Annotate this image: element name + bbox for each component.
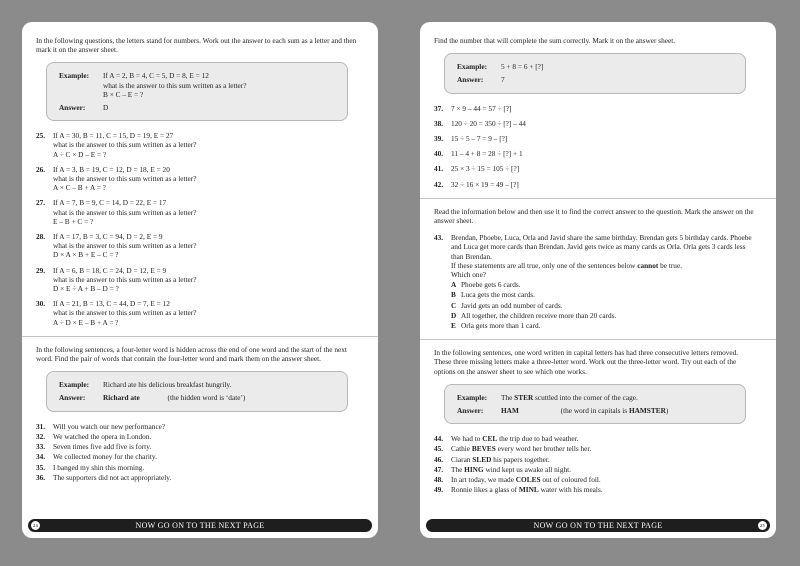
example-label: Example: <box>59 380 89 390</box>
section-instructions: In the following sentences, a four-letter word is hidden across the end of one word and the start of the next word. Find the pair of words that contain the four-letter word and mark them on the answer sheet. <box>36 344 347 364</box>
question-25: 25. If A = 30, B = 11, C = 15, D = 19, E = 27 what is the answer to this sum written as a letter? A ÷ C × D – E = ? <box>36 131 197 159</box>
example-answer: D <box>103 103 109 113</box>
footer-text: NOW GO ON TO THE NEXT PAGE <box>135 521 265 530</box>
question-prompt: If these statements are all true, only one of the sentences below cannot be true. <box>451 260 683 270</box>
question-which: Which one? <box>451 270 487 280</box>
question-47: 47. The HING wind kept us awake all night. <box>434 464 571 474</box>
section-divider <box>420 339 776 340</box>
answer-label: Answer: <box>59 103 86 113</box>
option-d: D All together, the children receive more than 20 cards. <box>451 310 617 320</box>
answer-label: Answer: <box>457 406 484 416</box>
right-page <box>420 22 776 538</box>
question-40: 40. 11 – 4 + 8 = 28 ÷ [?] + 1 <box>434 149 523 159</box>
section-instructions: Find the number that will complete the sum correctly. Mark it on the answer sheet. <box>434 36 676 45</box>
question-36: 36. The supporters did not act appropriately. <box>36 472 172 482</box>
example-label: Example: <box>59 71 89 81</box>
question-28: 28. If A = 17, B = 3, C = 94, D = 2, E = 9 what is the answer to this sum written as a letter? D × A × B + E – C = ? <box>36 232 197 260</box>
section-instructions: In the following questions, the letters stand for numbers. Work out the answer to each sum as a letter and then mark it on the answer sheet. <box>36 36 357 55</box>
question-43: 43. Brendan, Phoebe, Luca, Orla and Javid share the same birthday. Brendan gets 5 birthday cards. Phoebe and Luca get more cards than Brendan. Javid gets twice as many cards as Orla. Orla gets 3 cards less than Brendan. If these statements are all true, only one of the sentences below cannot be true. Which one? A Phoebe gets 6 cards. B Luca gets the most cards. C Javid gets an odd number of cards. D All together, the children receive more than 20 cards. E Orla gets more than 1 card. <box>434 233 756 330</box>
question-33: 33. Seven times five add five is forty. <box>36 442 152 452</box>
example-sentence: The STER scuttled into the corner of the cage. <box>501 392 638 402</box>
section-divider <box>420 198 776 199</box>
page-footer <box>28 519 372 532</box>
option-a: A Phoebe gets 6 cards. <box>451 280 521 290</box>
example-box <box>46 62 348 121</box>
answer-hint: (the hidden word is ‘date’) <box>167 393 246 403</box>
section-divider <box>22 336 378 337</box>
question-30: 30. If A = 21, B = 13, C = 44, D = 7, E = 12 what is the answer to this sum written as a letter? A ÷ D × E – B + A = ? <box>36 299 197 327</box>
example-line: B × C – E = ? <box>103 89 144 99</box>
question-35: 35. I banged my shin this morning. <box>36 462 145 472</box>
page-footer <box>426 519 770 532</box>
question-27: 27. If A = 7, B = 9, C = 14, D = 22, E = 17 what is the answer to this sum written as a letter? E – B + C = ? <box>36 198 197 226</box>
question-34: 34. We collected money for the charity. <box>36 452 157 462</box>
option-e: E Orla gets more than 1 card. <box>451 321 541 331</box>
example-label: Example: <box>457 392 487 402</box>
question-49: 49. Ronnie likes a glass of MINL water with his meals. <box>434 485 603 495</box>
question-26: 26. If A = 3, B = 19, C = 12, D = 18, E = 20 what is the answer to this sum written as a letter? A × C – B + A = ? <box>36 164 197 193</box>
example-label: Example: <box>457 62 487 72</box>
question-37: 37. 7 × 9 – 44 = 57 ÷ [?] <box>434 103 512 113</box>
answer-hint: (the word in capitals is HAMSTER) <box>560 406 669 416</box>
answer-label: Answer: <box>59 393 86 403</box>
left-page <box>22 22 378 538</box>
question-31: 31. Will you watch our new performance? <box>36 421 166 431</box>
example-sentence: Richard ate his delicious breakfast hungrily. <box>103 380 232 390</box>
example-box <box>46 371 348 411</box>
question-44: 44. We had to CEL the trip due to bad weather. <box>434 434 579 444</box>
question-32: 32. We watched the opera in London. <box>36 431 152 441</box>
question-38: 38. 120 ÷ 20 = 350 ÷ [?] – 44 <box>434 118 526 128</box>
example-answer: Richard ate <box>103 393 140 403</box>
option-b: B Luca gets the most cards. <box>451 290 535 300</box>
page-number: 24 <box>32 523 39 528</box>
section-instructions: Read the information below and then use it to find the correct answer to the question. Mark the answer on the answer sheet. <box>434 206 754 226</box>
page-number: 25 <box>759 523 766 528</box>
section-instructions: In the following sentences, one word written in capital letters has had three consecutive letters removed. These three missing letters make a three-letter word. Work out the three-letter word. Try out each of the options on the answer sheet to see which one works. <box>434 348 739 376</box>
example-sum: 5 + 8 = 6 + [?] <box>501 62 544 72</box>
question-29: 29. If A = 6, B = 18, C = 24, D = 12, E = 9 what is the answer to this sum written as a letter? D × E ÷ A + B – D = ? <box>36 265 197 294</box>
question-39: 39. 15 ÷ 5 – 7 = 9 – [?] <box>434 134 508 144</box>
example-box <box>444 384 746 424</box>
question-41: 41. 25 × 3 ÷ 15 = 105 ÷ [?] <box>434 164 520 174</box>
footer-text: NOW GO ON TO THE NEXT PAGE <box>533 521 663 530</box>
example-box <box>444 53 746 93</box>
example-answer: 7 <box>501 75 505 85</box>
example-line: If A = 2, B = 4, C = 5, D = 8, E = 12 <box>103 71 209 81</box>
answer-label: Answer: <box>457 75 484 85</box>
example-line: what is the answer to this sum written as a letter? <box>103 80 247 90</box>
question-42: 42. 32 ÷ 16 × 19 = 49 – [?] <box>434 179 519 189</box>
question-46: 46. Ciaran SLED his papers together. <box>434 454 550 464</box>
question-45: 45. Cathie BEVES every word her brother tells her. <box>434 444 592 454</box>
example-answer: HAM <box>501 406 519 416</box>
question-48: 48. In art today, we made COLES out of coloured foil. <box>434 475 601 485</box>
question-passage: Brendan, Phoebe, Luca, Orla and Javid share the same birthday. Brendan gets 5 birthday cards. Phoebe and Luca get more cards than Brendan. Javid gets twice as many cards as Orla. Orla gets 3 cards less than Brendan. <box>451 233 752 261</box>
option-c: C Javid gets an odd number of cards. <box>451 300 563 310</box>
